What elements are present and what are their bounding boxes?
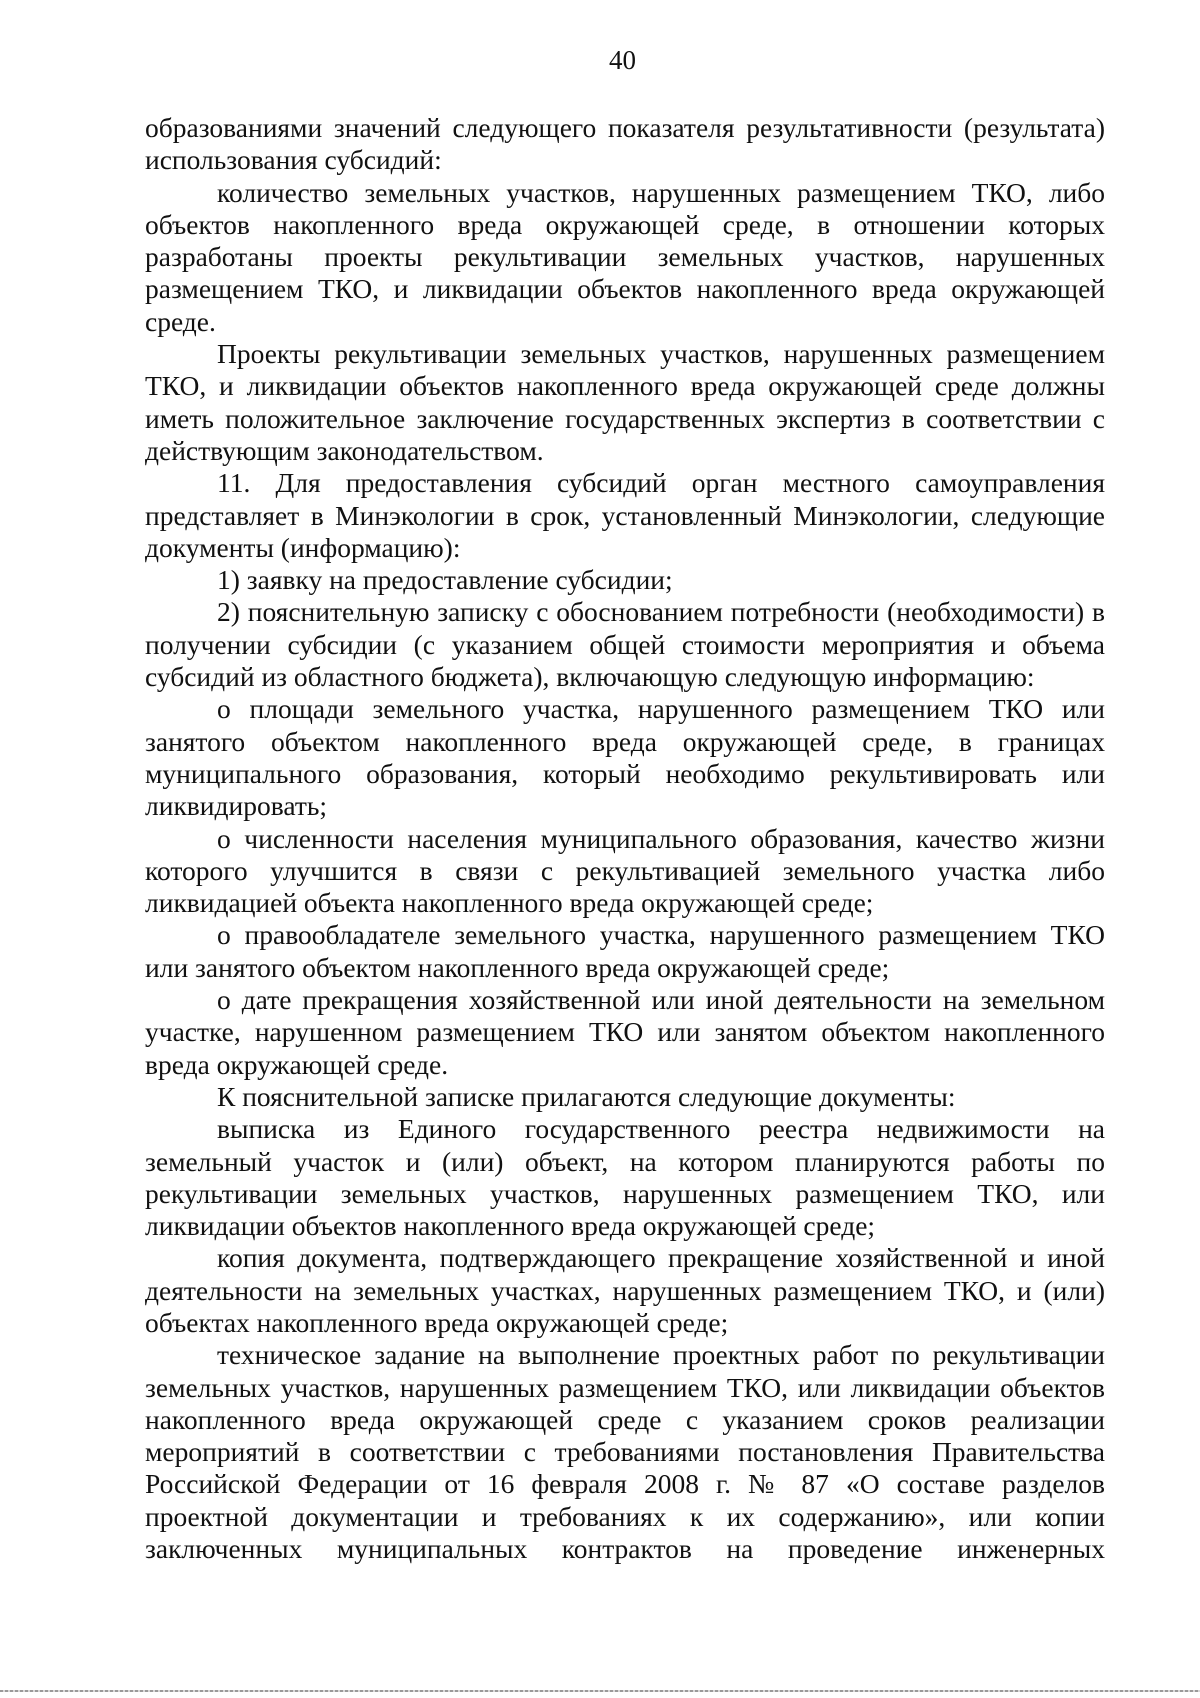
page-number: 40	[609, 45, 636, 75]
paragraph: К пояснительной записке прилагаются следующие документы:	[217, 1080, 956, 1112]
paragraph: копия документа, подтверждающего прекращение хозяйственной и иной деятельности на земельных участках, нарушенных размещением ТКО, и (или) объектах накопленного вреда окружающей среде;	[145, 1242, 1105, 1338]
paragraph: 2) пояснительную записку с обоснованием потребности (необходимости) в получении субсидии (с указанием общей стоимости мероприятия и объема субсидий из областного бюджета), включающую следующую информацию:	[145, 596, 1105, 693]
paragraph: о дате прекращения хозяйственной или иной деятельности на земельном участке, нарушенном размещением ТКО или занятом объектом накопленного вреда окружающей среде.	[145, 984, 1105, 1080]
paragraph: 11. Для предоставления субсидий орган местного самоуправления представляет в Минэкологии в срок, установленный Минэкологии, следующие документы (информацию):	[145, 467, 1105, 563]
paragraph: о численности населения муниципального образования, качество жизни которого улучшится в связи с рекультивацией земельного участка либо ликвидацией объекта накопленного вреда окружающей среде;	[145, 822, 1105, 919]
scan-edge-divider	[0, 1690, 1200, 1692]
paragraph: о правообладателе земельного участка, нарушенного размещением ТКО или занятого объектом накопленного вреда окружающей среде;	[145, 919, 1105, 983]
paragraph: 1) заявку на предоставление субсидии;	[217, 564, 673, 596]
paragraph: образованиями значений следующего показателя результативности (результата) использования субсидий:	[145, 112, 1105, 176]
paragraph: техническое задание на выполнение проектных работ по рекультивации земельных участков, нарушенных размещением ТКО, или ликвидации объектов накопленного вреда окружающей среде с указанием сроков реализации мероприятий в соответствии с требованиями постановления Правительства Российской Федерации от 16 февраля 2008 г. № 87 «О составе разделов проектной документации и требованиях к их содержанию», или копии заключенных муниципальных контрактов на проведение инженерных	[145, 1339, 1105, 1565]
paragraph: выписка из Единого государственного реестра недвижимости на земельный участок и (или) объект, на котором планируются работы по рекультивации земельных участков, нарушенных размещением ТКО, или ликвидации объектов накопленного вреда окружающей среде;	[145, 1113, 1105, 1242]
document-body	[145, 112, 1105, 1565]
paragraph: количество земельных участков, нарушенных размещением ТКО, либо объектов накопленного вреда окружающей среде, в отношении которых разработаны проекты рекультивации земельных участков, нарушенных размещением ТКО, и ликвидации объектов накопленного вреда окружающей среде.	[145, 176, 1105, 337]
paragraph: Проекты рекультивации земельных участков, нарушенных размещением ТКО, и ликвидации объектов накопленного вреда окружающей среде должны иметь положительное заключение государственных экспертиз в соответствии с действующим законодательством.	[145, 338, 1105, 466]
paragraph: о площади земельного участка, нарушенного размещением ТКО или занятого объектом накопленного вреда окружающей среде, в границах муниципального образования, который необходимо рекультивировать или ликвидировать;	[145, 693, 1105, 822]
